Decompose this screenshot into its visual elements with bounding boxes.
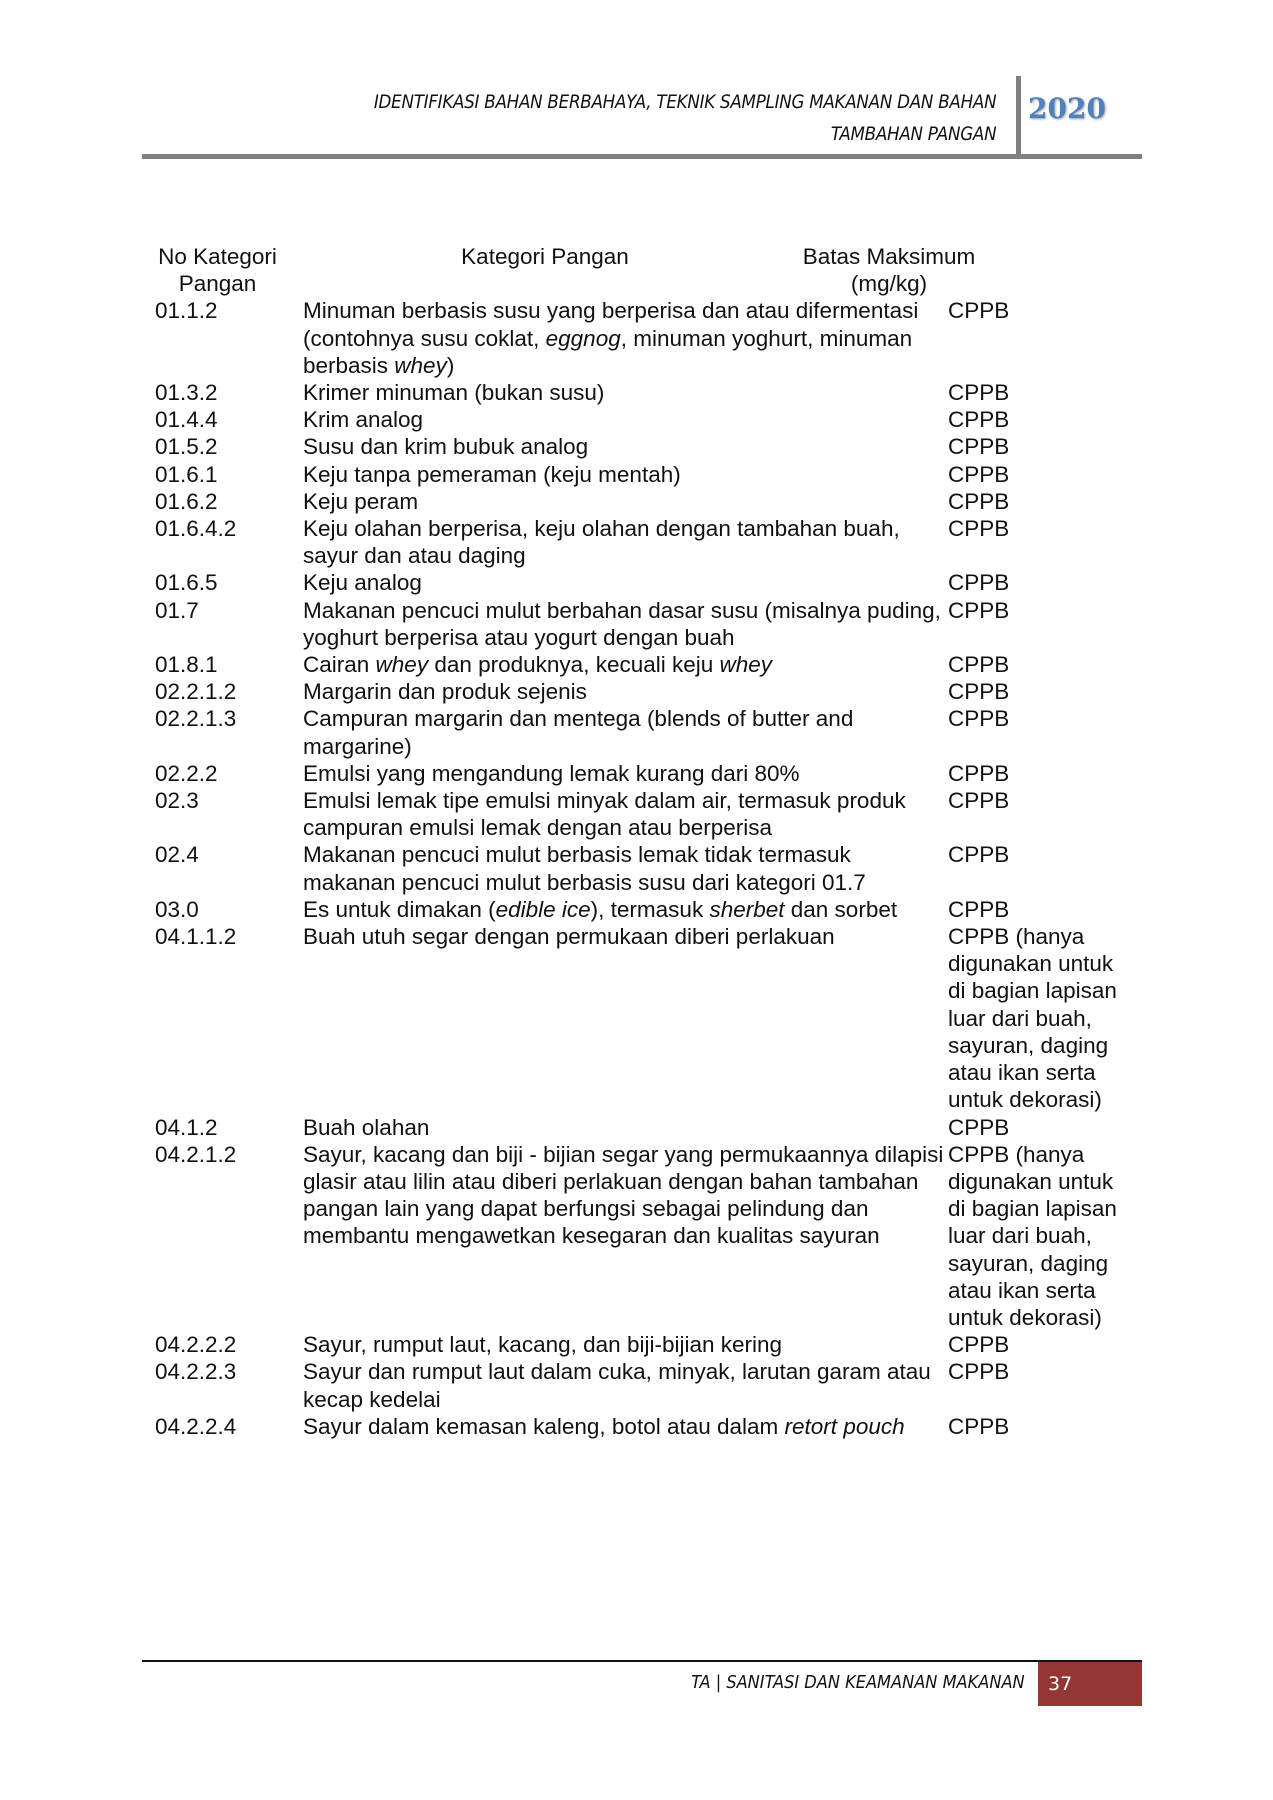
category-number: 01.6.5 [155,570,218,596]
max-limit: CPPB [948,461,1010,487]
category-name: Sayur, rumput laut, kacang, dan biji-bijian kering [303,1332,783,1358]
category-number: 01.7 [155,597,199,623]
document-title [374,86,996,150]
category-name: Keju analog [303,570,422,596]
header-kategori-pangan-label: Kategori Pangan [461,244,629,269]
category-number: 01.5.2 [155,434,218,460]
category-name: Sayur dan rumput laut dalam cuka, minyak, larutan garam atau kecap kedelai [303,1359,931,1412]
italic-term: retort [784,1413,838,1439]
category-name: Susu dan krim bubuk analog [303,434,589,460]
table-row [155,569,1135,596]
table-row [155,379,1135,406]
max-limit: CPPB [948,1413,1010,1439]
table-row [155,923,1135,1113]
category-name: Makanan pencuci mulut berbasis lemak tidak termasuk makanan pencuci mulut berbasis susu dari kategori 01.7 [303,842,866,895]
category-name: Campuran margarin dan mentega (blends of butter and margarine) [303,706,854,759]
table-body [155,297,1135,1440]
category-number: 04.2.1.2 [155,1141,237,1167]
max-limit: CPPB [948,1332,1010,1358]
category-number: 01.4.4 [155,407,218,433]
category-name: Minuman berbasis susu yang berperisa dan atau difermentasi (contohnya susu coklat, eggnog, minuman yoghurt, minuman berbasis whey) [303,298,919,378]
table-row [155,406,1135,433]
max-limit: CPPB [948,652,1010,678]
max-limit: CPPB [948,706,1010,732]
max-limit: CPPB [948,760,1010,786]
category-number: 02.2.1.3 [155,706,237,732]
table-row [155,1358,1135,1412]
category-number: 01.6.4.2 [155,516,237,542]
table-row [155,433,1135,460]
footer-text: TA | SANITASI DAN KEAMANAN MAKANAN [691,1672,1025,1693]
category-number: 01.6.2 [155,488,218,514]
max-limit: CPPB [948,434,1010,460]
category-number: 03.0 [155,896,199,922]
table-header [155,243,1135,297]
italic-term: eggnog [545,325,621,351]
category-name: Makanan pencuci mulut berbahan dasar susu (misalnya puding, yoghurt berperisa atau yogurt dengan buah [303,597,941,650]
category-name: Buah utuh segar dengan permukaan diberi perlakuan [303,924,835,950]
category-number: 01.8.1 [155,652,218,678]
table-row [155,841,1135,895]
category-name: Keju peram [303,488,419,514]
table-row [155,488,1135,515]
header-kategori-pangan [303,243,787,297]
category-number: 01.3.2 [155,380,218,406]
table-row [155,597,1135,651]
document-title-line2: TAMBAHAN PANGAN [830,123,996,145]
header-vertical-divider [1016,76,1021,158]
max-limit: CPPB [948,488,1010,514]
header-batas-maksimum [799,243,979,297]
category-name: Emulsi yang mengandung lemak kurang dari 80% [303,760,800,786]
category-number: 04.1.2 [155,1114,218,1140]
max-limit: CPPB [948,570,1010,596]
food-category-table [155,243,1135,1440]
header-batas-maksimum-label: Batas Maksimum (mg/kg) [802,244,976,297]
max-limit: CPPB [948,1114,1010,1140]
max-limit: CPPB [948,298,1010,324]
category-name: Sayur, kacang dan biji - bijian segar yang permukaannya dilapisi glasir atau lilin atau diberi perlakuan dengan bahan tambahan pangan lain yang dapat berfungsi sebagai pelindung dan membantu mengawetkan kesegaran dan kualitas sayuran [303,1141,944,1249]
category-name: Keju tanpa pemeraman (keju mentah) [303,461,681,487]
category-name: Buah olahan [303,1114,430,1140]
category-name: Es untuk dimakan (edible ice), termasuk sherbet dan sorbet [303,896,898,922]
italic-term: whey [394,352,447,378]
header-horizontal-divider [142,154,1142,159]
max-limit: CPPB [948,407,1010,433]
document-year: 2020 [1028,92,1106,125]
max-limit: CPPB [948,788,1010,814]
italic-term: pouch [843,1413,905,1439]
category-number: 01.6.1 [155,461,218,487]
table-row [155,297,1135,379]
category-number: 02.3 [155,788,199,814]
page-number: 37 [1038,1662,1142,1706]
max-limit: CPPB [948,842,1010,868]
category-number: 04.2.2.3 [155,1359,237,1385]
italic-term: whey [719,652,773,678]
italic-term: whey [375,652,429,678]
category-number: 01.1.2 [155,298,218,324]
max-limit: CPPB [948,1359,1010,1385]
category-name: Krimer minuman (bukan susu) [303,380,605,406]
italic-term: sherbet [709,896,785,922]
table-row [155,1413,1135,1440]
category-number: 04.1.1.2 [155,924,237,950]
category-name: Krim analog [303,407,424,433]
table-row [155,1114,1135,1141]
max-limit: CPPB [948,597,1010,623]
category-name: Emulsi lemak tipe emulsi minyak dalam air, termasuk produk campuran emulsi lemak dengan atau berperisa [303,788,906,841]
header-no-kategori [155,243,280,297]
page-header [142,76,1142,158]
category-number: 04.2.2.4 [155,1413,237,1439]
category-name: Cairan whey dan produknya, kecuali keju whey [303,652,773,678]
table-row [155,787,1135,841]
max-limit: CPPB [948,679,1010,705]
category-number: 04.2.2.2 [155,1332,237,1358]
italic-term: edible ice [495,896,591,922]
table-row [155,461,1135,488]
table-row [155,1331,1135,1358]
table-row [155,651,1135,678]
table-row [155,896,1135,923]
category-number: 02.4 [155,842,199,868]
max-limit: CPPB (hanya digunakan untuk di bagian lapisan luar dari buah, sayuran, daging atau ikan serta untuk dekorasi) [948,924,1117,1113]
document-title-line1: IDENTIFIKASI BAHAN BERBAHAYA, TEKNIK SAMPLING MAKANAN DAN BAHAN [373,91,996,113]
table-row [155,705,1135,759]
max-limit: CPPB [948,516,1010,542]
table-row [155,515,1135,569]
max-limit: CPPB (hanya digunakan untuk di bagian lapisan luar dari buah, sayuran, daging atau ikan serta untuk dekorasi) [948,1141,1117,1330]
table-row [155,678,1135,705]
max-limit: CPPB [948,380,1010,406]
max-limit: CPPB [948,896,1010,922]
table-row [155,760,1135,787]
header-no-kategori-label: No Kategori Pangan [158,244,277,297]
category-name: Sayur dalam kemasan kaleng, botol atau dalam retort pouch [303,1413,905,1439]
footer-divider [142,1660,1142,1662]
table-row [155,1141,1135,1331]
category-number: 02.2.2 [155,760,218,786]
category-number: 02.2.1.2 [155,679,237,705]
category-name: Keju olahan berperisa, keju olahan dengan tambahan buah, sayur dan atau daging [303,516,900,569]
category-name: Margarin dan produk sejenis [303,679,587,705]
